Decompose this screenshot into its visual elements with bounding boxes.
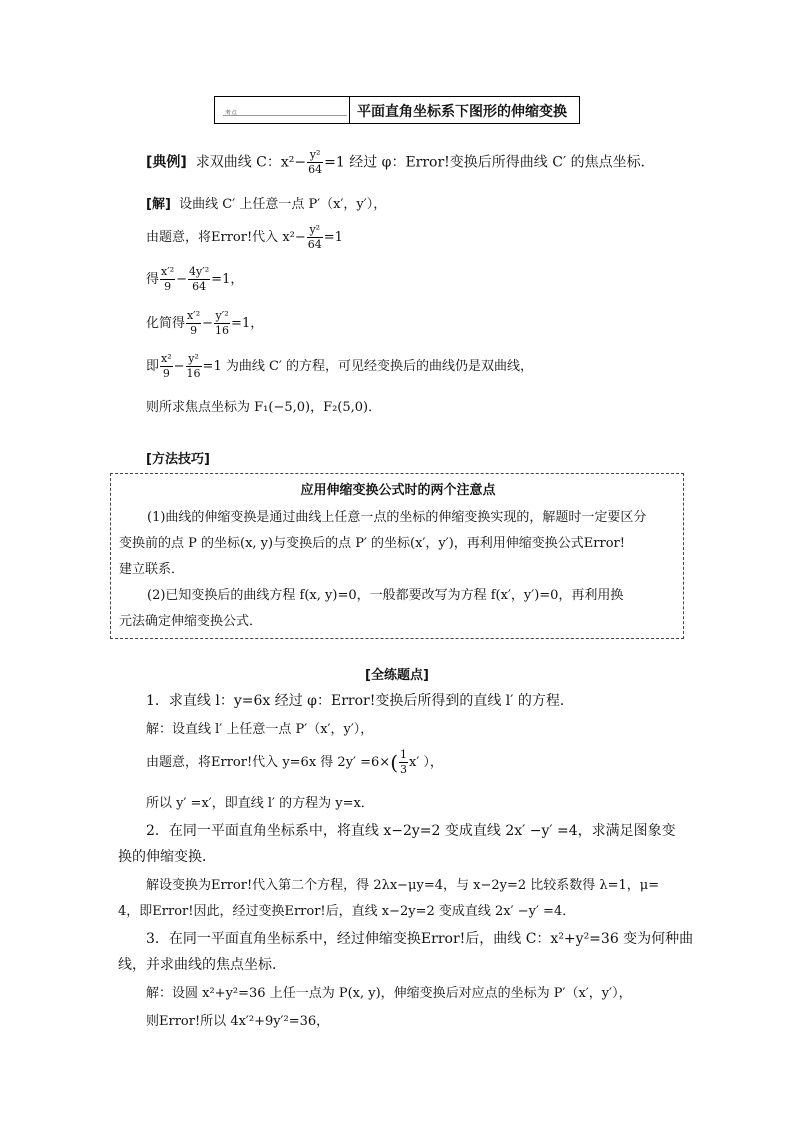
solution-label: [解]	[146, 197, 171, 212]
question-2-line-2: 换的伸缩变换．	[118, 849, 216, 865]
section-tag: 考点	[225, 110, 238, 117]
example-fraction: $\frac{\text{y²}}{64}$	[308, 148, 323, 176]
method-p1-line3: 建立联系．	[119, 562, 185, 577]
method-p1-line2: 变换前的点 P 的坐标(x, y)与变换后的点 P′ 的坐标(x′，y′)，再利用伸缩变换公式Error!	[119, 536, 625, 551]
example-label: [典例]	[146, 154, 187, 171]
header-underline	[223, 115, 347, 116]
question-2-line-1: 2．在同一平面直角坐标系中，将直线 x−2y=2 变成直线 2x′ −y′ =4，求满足图象变	[146, 823, 676, 839]
q3-solution-1: 解：设圆 x²+y²=36 上任一点为 P(x, y)，伸缩变换后对应点的坐标为 P′（x′，y′），	[146, 986, 632, 1001]
q1-solution-3: 所以 y′ =x′，即直线 l′ 的方程为 y=x．	[146, 796, 374, 811]
method-box-title: 应用伸缩变换公式时的两个注意点	[300, 483, 496, 498]
q1-solution-1: 解：设直线 l′ 上任意一点 P′（x′，y′），	[146, 722, 374, 737]
solution-line-3: 得 $\frac{\text{x′²}}{9}$ − $\frac{\text{4y′²}}{64}$ =1，	[146, 265, 244, 293]
method-p2-line2: 元法确定伸缩变换公式．	[119, 614, 263, 629]
solution-line-4: 化简得 $\frac{\text{x′²}}{9}$ − $\frac{\text{y′²}}{16}$ =1，	[146, 309, 264, 337]
header-separator	[349, 97, 350, 123]
solution-line-1: [解] 设曲线 C′ 上任意一点 P′（x′，y′），	[146, 197, 387, 212]
solution-line-6: 则所求焦点坐标为 F₁(−5,0)，F₂(5,0)．	[146, 400, 382, 415]
solution-line-5: 即 $\frac{\text{x²}}{9}$ − $\frac{\text{y²}}{16}$ =1 为曲线 C′ 的方程，可见经变换后的曲线仍是双曲线，	[146, 352, 534, 380]
question-3-line-1: 3．在同一平面直角坐标系中，经过伸缩变换Error!后，曲线 C：x²+y²=36 变为何种曲	[146, 931, 694, 947]
example-text-b: =1 经过 φ：Error!变换后所得曲线 C′ 的焦点坐标．	[324, 154, 655, 171]
method-p1-line1: (1)曲线的伸缩变换是通过曲线上任意一点的坐标的伸缩变换实现的，解题时一定要区分	[147, 510, 647, 525]
section-header-box	[214, 96, 580, 124]
method-tips-box	[110, 473, 684, 639]
question-3-line-2: 线，并求曲线的焦点坐标．	[118, 957, 286, 973]
section-title: 平面直角坐标系下图形的伸缩变换	[357, 104, 567, 120]
question-1: 1．求直线 l：y=6x 经过 φ：Error!变换后所得到的直线 l′ 的方程．	[146, 693, 574, 709]
q2-solution-1: 解设变换为Error!代入第二个方程，得 2λx−μy=4，与 x−2y=2 比较系数得 λ=1，μ=	[146, 878, 660, 893]
q2-solution-2: 4，即Error!因此，经过变换Error!后，直线 x−2y=2 变成直线 2x′ −y′ =4．	[118, 904, 576, 919]
example-problem	[146, 148, 655, 177]
solution-line-2: 由题意，将Error!代入 x²− $\frac{\text{y²}}{64}$ =1	[146, 223, 343, 251]
q3-solution-2: 则Error!所以 4x′²+9y′²=36，	[146, 1014, 330, 1029]
example-text-a: 求双曲线 C：x²−	[195, 154, 307, 171]
q1-solution-2: 由题意，将Error!代入 y=6x 得 2y′ =6×( $\frac{1}{3}$ x′ ），	[146, 748, 443, 776]
method-label: [方法技巧]	[146, 452, 210, 467]
practice-label: [全练题点]	[365, 668, 429, 683]
method-p2-line1: (2)已知变换后的曲线方程 f(x, y)=0，一般都要改写为方程 f(x′，y′)=0，再利用换	[147, 588, 624, 603]
